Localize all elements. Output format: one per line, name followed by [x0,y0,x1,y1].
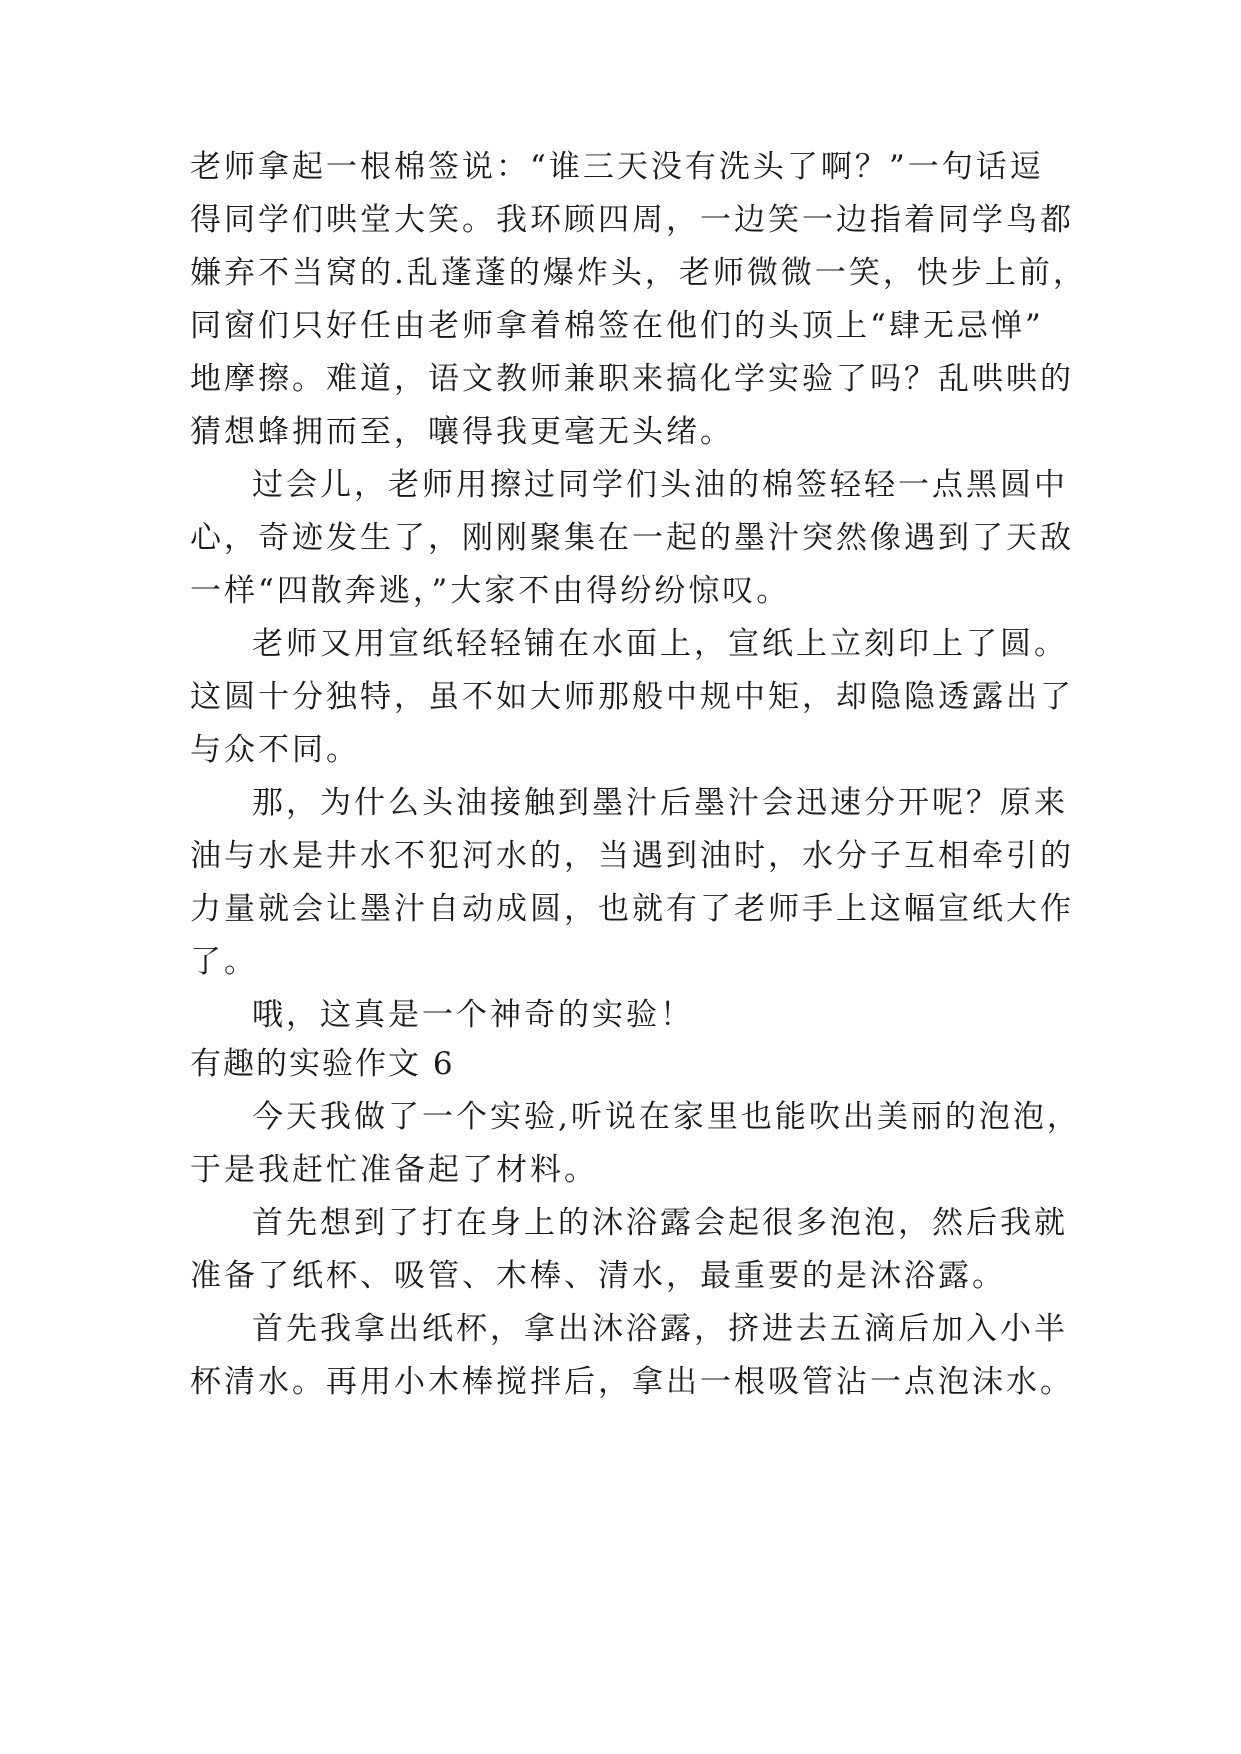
text-line: 于是我赶忙准备起了材料。 [190,1152,598,1188]
text-line: 哦，这真是一个神奇的实验！ [252,997,694,1033]
text-line: 一样“四散奔逃，”大家不由得纷纷惊叹。 [190,573,791,609]
text-line: 老师拿起一根棉签说：“谁三天没有洗头了啊？”一句话逗 [190,149,1044,185]
text-line: 同窗们只好任由老师拿着棉签在他们的头顶上“肆无忌惮” [190,308,1044,344]
section-heading: 有趣的实验作文 6 [190,1046,455,1082]
text-line: 地摩擦。难道，语文教师兼职来搞化学实验了吗？乱哄哄的 [190,361,1074,397]
text-line: 这圆十分独特，虽不如大师那般中规中矩，却隐隐透露出了 [190,679,1074,715]
text-line: 老师又用宣纸轻轻铺在水面上，宣纸上立刻印上了圆。 [252,626,1068,662]
text-line: 与众不同。 [190,732,360,768]
text-line: 过会儿，老师用擦过同学们头油的棉签轻轻一点黑圆中 [252,467,1068,503]
text-line: 准备了纸杯、吸管、木棒、清水，最重要的是沐浴露。 [190,1258,1006,1294]
text-line: 首先我拿出纸杯，拿出沐浴露，挤进去五滴后加入小半 [252,1311,1068,1347]
text-line: 力量就会让墨汁自动成圆，也就有了老师手上这幅宣纸大作 [190,891,1074,927]
text-line: 那，为什么头油接触到墨汁后墨汁会迅速分开呢？原来 [252,785,1068,821]
text-line: 首先想到了打在身上的沐浴露会起很多泡泡，然后我就 [252,1205,1068,1241]
text-line: 猜想蜂拥而至，嚷得我更毫无头绪。 [190,414,734,450]
text-line: 今天我做了一个实验,听说在家里也能吹出美丽的泡泡， [252,1099,1081,1135]
text-line: 杯清水。再用小木棒搅拌后，拿出一根吸管沾一点泡沫水。 [190,1364,1074,1400]
text-line: 心，奇迹发生了，刚刚聚集在一起的墨汁突然像遇到了天敌 [190,520,1074,556]
text-line: 嫌弃不当窝的.乱蓬蓬的爆炸头，老师微微一笑，快步上前， [190,255,1087,291]
text-line: 得同学们哄堂大笑。我环顾四周，一边笑一边指着同学鸟都 [190,202,1074,238]
text-line: 油与水是井水不犯河水的，当遇到油时，水分子互相牵引的 [190,838,1074,874]
text-line: 了。 [190,944,258,980]
